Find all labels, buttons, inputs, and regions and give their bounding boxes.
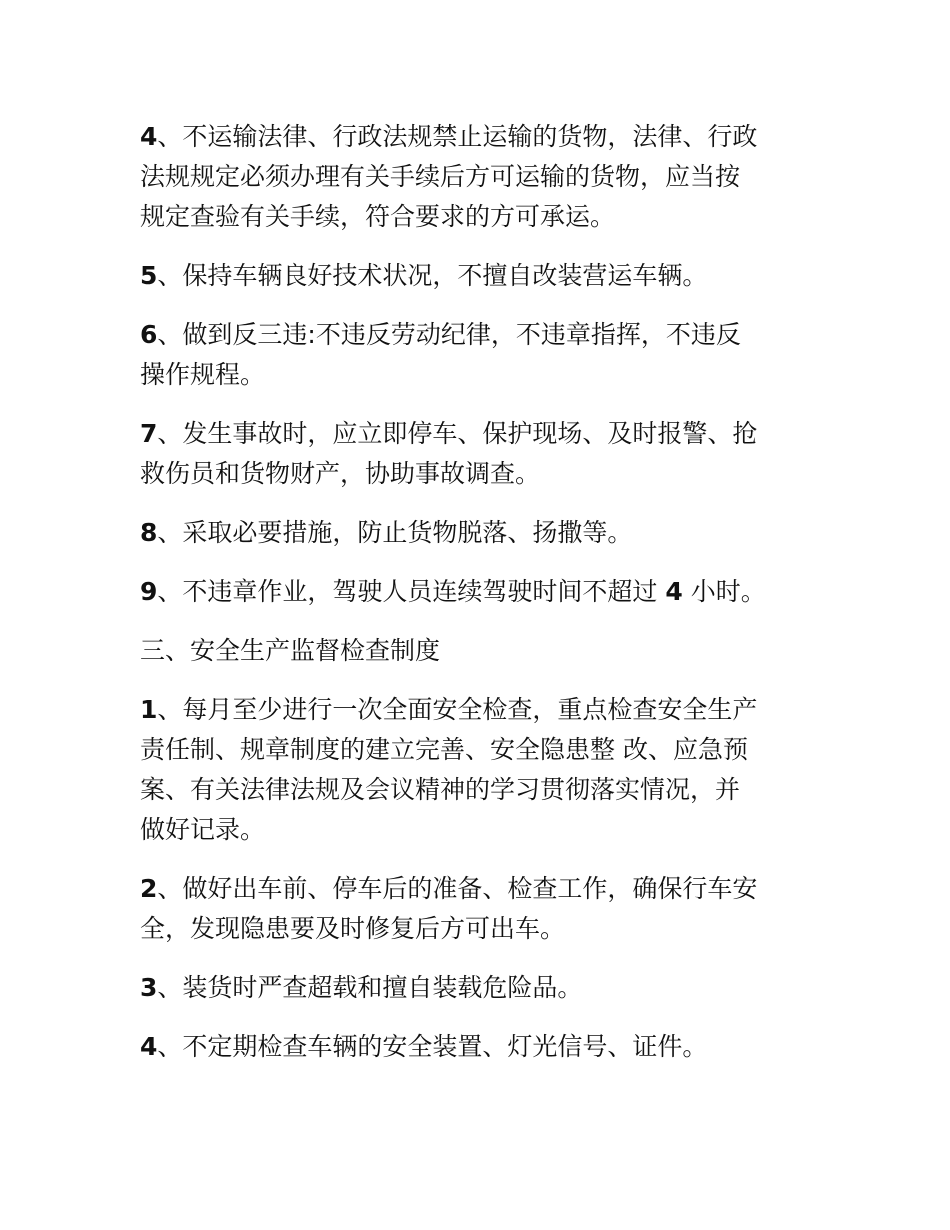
item-separator: 、	[157, 1032, 183, 1061]
rule-item-9	[140, 572, 820, 612]
item-text-line: 小时。	[682, 577, 766, 606]
item-text-line: 采取必要措施，防止货物脱落、扬撒等。	[182, 518, 633, 547]
item-text-line: 不运输法律、行政法规禁止运输的货物，法律、行政	[182, 122, 758, 151]
item-text-line: 保持车辆良好技术状况，不擅自改装营运车辆。	[182, 261, 708, 290]
section-heading	[140, 631, 820, 671]
item-number: 4	[140, 122, 158, 151]
item-text-line: 操作规程。	[140, 360, 266, 389]
item-separator: 、	[157, 973, 183, 1002]
rule-item-6	[140, 315, 820, 395]
item-number: 4	[140, 1032, 158, 1061]
inspection-item-1	[140, 690, 820, 850]
item-number: 6	[140, 320, 158, 349]
item-text-line: 不定期检查车辆的安全装置、灯光信号、证件。	[182, 1032, 708, 1061]
item-text-line: 做好出车前、停车后的准备、检查工作，确保行车安	[182, 874, 758, 903]
item-separator: 、	[157, 261, 183, 290]
item-separator: 、	[157, 122, 183, 151]
item-text-line: 每月至少进行一次全面安全检查，重点检查安全生产	[182, 695, 758, 724]
rule-item-7	[140, 414, 820, 494]
item-number: 9	[140, 577, 158, 606]
item-number: 3	[140, 973, 158, 1002]
document-body	[140, 117, 820, 1086]
item-separator: 、	[157, 577, 183, 606]
item-text-line: 规定查验有关手续，符合要求的方可承运。	[140, 202, 616, 231]
rule-item-8	[140, 513, 820, 553]
item-text-line: 全，发现隐患要及时修复后方可出车。	[140, 914, 566, 943]
item-text-line: 责任制、规章制度的建立完善、安全隐患整 改、应急预	[140, 735, 748, 764]
item-separator: 、	[157, 419, 183, 448]
item-number: 2	[140, 874, 158, 903]
inspection-item-2	[140, 869, 820, 949]
item-text-line: 做到反三违:不违反劳动纪律，不违章指挥，不违反	[182, 320, 741, 349]
item-text-line: 法规规定必须办理有关手续后方可运输的货物，应当按	[140, 162, 741, 191]
item-number: 7	[140, 419, 158, 448]
item-separator: 、	[157, 874, 183, 903]
hours-value: 4	[665, 577, 683, 606]
inspection-item-3	[140, 968, 820, 1008]
rule-item-5	[140, 256, 820, 296]
rule-item-4	[140, 117, 820, 237]
item-text-line: 装货时严查超载和擅自装载危险品。	[182, 973, 583, 1002]
item-text-line: 发生事故时，应立即停车、保护现场、及时报警、抢	[182, 419, 758, 448]
item-number: 8	[140, 518, 158, 547]
item-separator: 、	[157, 518, 183, 547]
item-separator: 、	[157, 695, 183, 724]
section-title: 三、安全生产监督检查制度	[140, 636, 441, 665]
item-text-line: 救伤员和货物财产，协助事故调查。	[140, 459, 541, 488]
item-text-line: 做好记录。	[140, 815, 266, 844]
item-text-line: 案、有关法律法规及会议精神的学习贯彻落实情况，并	[140, 775, 741, 804]
inspection-item-4	[140, 1027, 820, 1067]
item-separator: 、	[157, 320, 183, 349]
item-number: 5	[140, 261, 158, 290]
item-number: 1	[140, 695, 158, 724]
item-text-line: 不违章作业，驾驶人员连续驾驶时间不超过	[182, 577, 666, 606]
